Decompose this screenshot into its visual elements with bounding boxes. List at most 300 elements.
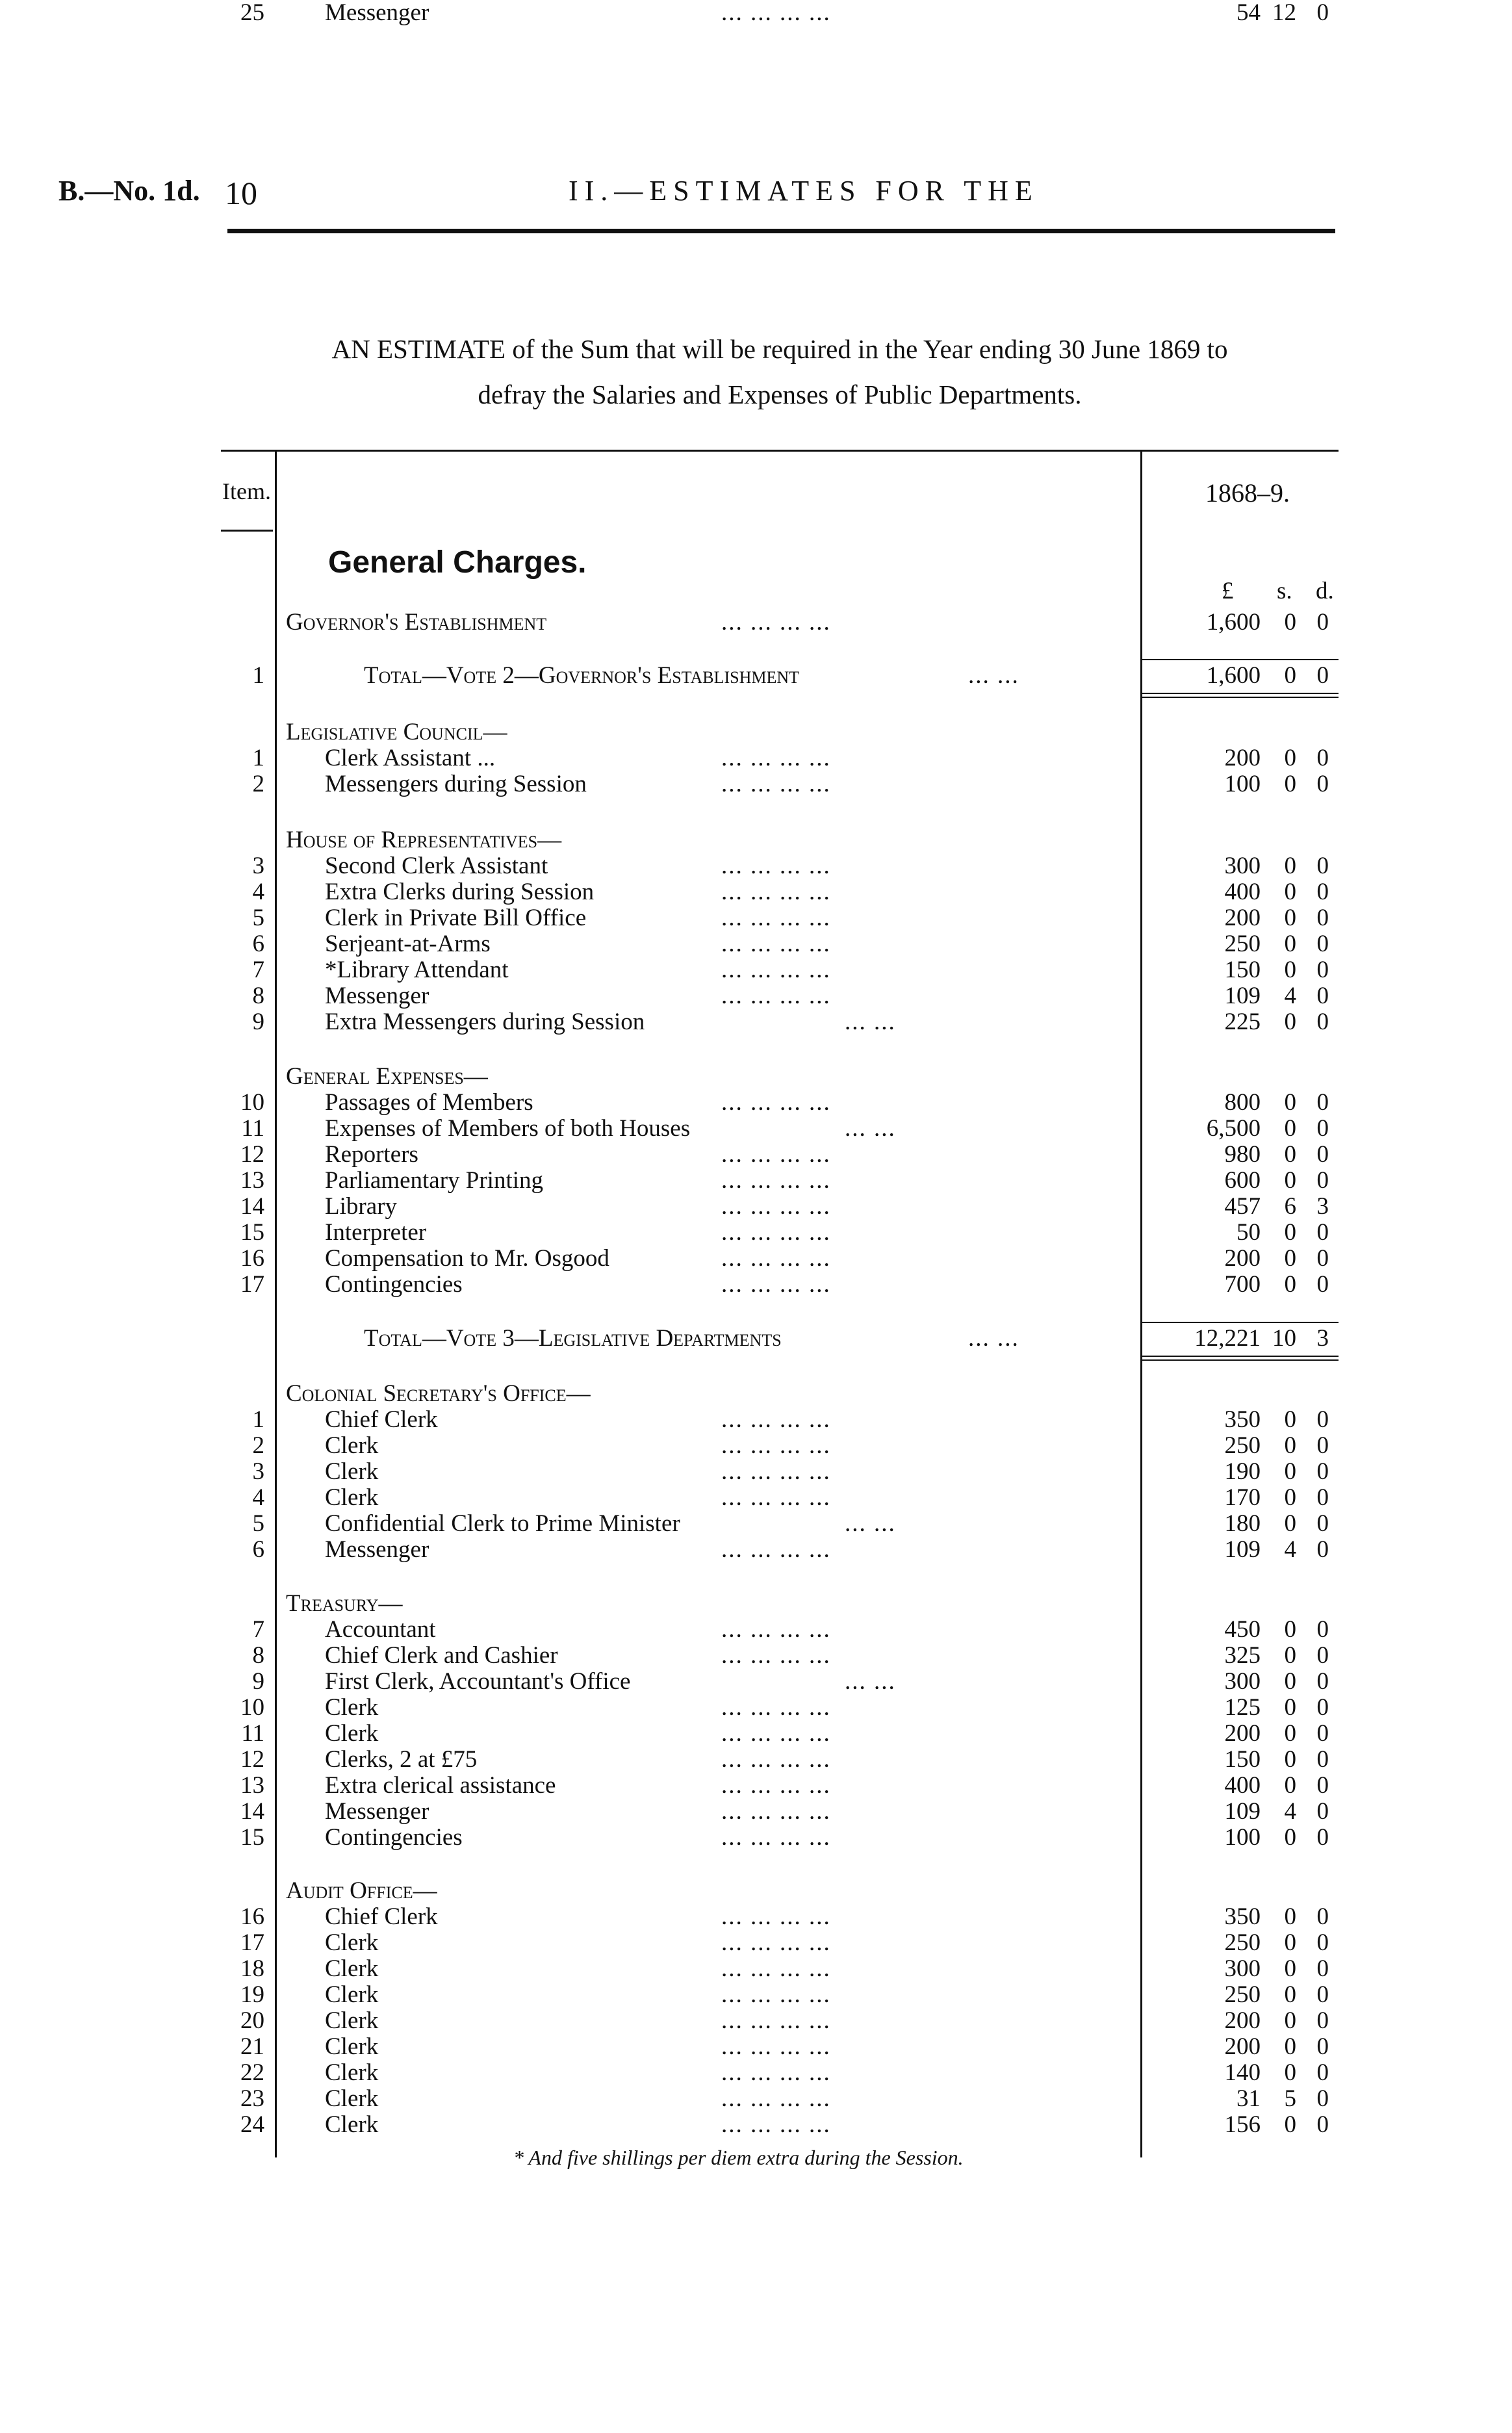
row-label: Library xyxy=(325,1193,397,1220)
pounds-value: 100 xyxy=(1224,1824,1261,1851)
shillings-value: 12 xyxy=(1272,0,1296,26)
pounds-value: 325 xyxy=(1224,1642,1261,1669)
section-label: Treasury— xyxy=(286,1590,403,1617)
table-row xyxy=(0,1246,1512,1272)
year-column-header: 1868–9. xyxy=(1205,478,1290,508)
pounds-value: 200 xyxy=(1224,1245,1261,1272)
row-label: Clerk xyxy=(325,2111,379,2138)
pence-value: 0 xyxy=(1316,1406,1329,1433)
leader-dots: ... ... ... ... xyxy=(721,1694,831,1721)
item-number: 10 xyxy=(240,1089,264,1116)
pence-value: 0 xyxy=(1316,1668,1329,1695)
leader-dots: ... ... ... ... xyxy=(721,957,831,983)
leader-dots: ... ... ... ... xyxy=(721,931,831,957)
shillings-value: 0 xyxy=(1284,1668,1296,1695)
shillings-value: 6 xyxy=(1284,1193,1296,1220)
total-rule-top xyxy=(1140,659,1339,660)
pence-value: 0 xyxy=(1316,1510,1329,1537)
table-row xyxy=(0,879,1512,905)
pence-value: 0 xyxy=(1316,1167,1329,1194)
leader-dots: ... ... xyxy=(968,1325,1019,1352)
pence-value: 0 xyxy=(1316,1903,1329,1930)
pence-value: 3 xyxy=(1316,1325,1329,1352)
footnote: * And five shillings per diem extra during the Session. xyxy=(513,2146,964,2169)
row-label: Clerk xyxy=(325,2007,379,2034)
pence-value: 0 xyxy=(1316,2111,1329,2138)
item-number: 8 xyxy=(252,1642,264,1669)
pence-value: 0 xyxy=(1316,1141,1329,1168)
shillings-value: 0 xyxy=(1284,1089,1296,1116)
leader-dots: ... ... ... ... xyxy=(721,1746,831,1773)
leader-dots: ... ... ... ... xyxy=(721,1955,831,1982)
item-column-header: Item. xyxy=(222,478,271,504)
table-row xyxy=(0,771,1512,797)
item-number: 13 xyxy=(240,1167,264,1194)
pounds-value: 250 xyxy=(1224,1981,1261,2008)
shillings-value: 0 xyxy=(1284,745,1296,771)
item-number: 3 xyxy=(252,853,264,879)
pence-value: 0 xyxy=(1316,2059,1329,2086)
item-number: 17 xyxy=(240,1929,264,1956)
table-row xyxy=(0,1511,1512,1537)
pence-value: 0 xyxy=(1316,1642,1329,1669)
leader-dots: ... ... ... ... xyxy=(721,853,831,879)
pounds-value: 200 xyxy=(1224,905,1261,931)
item-number: 23 xyxy=(240,2085,264,2112)
leader-dots: ... ... ... ... xyxy=(721,1903,831,1930)
leader-dots: ... ... ... ... xyxy=(721,1089,831,1116)
leader-dots: ... ... xyxy=(845,1510,896,1537)
row-label: Extra Messengers during Session xyxy=(325,1009,645,1035)
leader-dots: ... ... ... ... xyxy=(721,0,831,26)
pounds-value: 109 xyxy=(1224,1798,1261,1825)
row-label: Clerk xyxy=(325,2033,379,2060)
table-row xyxy=(0,1982,1512,2008)
pence-header: d. xyxy=(1316,578,1334,604)
table-row xyxy=(0,0,1512,26)
leader-dots: ... ... ... ... xyxy=(721,1245,831,1272)
item-number: 22 xyxy=(240,2059,264,2086)
shillings-value: 0 xyxy=(1284,1458,1296,1485)
row-label: Clerk xyxy=(325,1432,379,1459)
leader-dots: ... ... ... ... xyxy=(721,1720,831,1747)
section-row xyxy=(0,827,1512,853)
table-row xyxy=(0,2060,1512,2086)
item-number: 8 xyxy=(252,983,264,1009)
pounds-value: 100 xyxy=(1224,771,1261,797)
pence-value: 0 xyxy=(1316,1720,1329,1747)
pounds-value: 457 xyxy=(1224,1193,1261,1220)
table-row xyxy=(0,957,1512,983)
leader-dots: ... ... ... ... xyxy=(721,1458,831,1485)
item-number: 7 xyxy=(252,957,264,983)
pounds-value: 140 xyxy=(1224,2059,1261,2086)
section-row xyxy=(0,610,1512,636)
section-title: General Charges. xyxy=(328,545,587,580)
table-row xyxy=(0,931,1512,957)
section-label: House of Representatives— xyxy=(286,827,562,853)
pence-value: 0 xyxy=(1316,2007,1329,2034)
section-row xyxy=(0,1381,1512,1407)
leader-dots: ... ... ... ... xyxy=(721,1981,831,2008)
shillings-value: 0 xyxy=(1284,1929,1296,1956)
pence-value: 0 xyxy=(1316,983,1329,1009)
pence-value: 0 xyxy=(1316,931,1329,957)
pounds-value: 54 xyxy=(1237,0,1261,26)
pence-value: 0 xyxy=(1316,1219,1329,1246)
document-reference: B.—No. 1d. xyxy=(58,175,200,207)
shillings-value: 0 xyxy=(1284,2007,1296,2034)
pounds-value: 200 xyxy=(1224,1720,1261,1747)
item-number: 20 xyxy=(240,2007,264,2034)
table-row xyxy=(0,2112,1512,2138)
pence-value: 0 xyxy=(1316,905,1329,931)
table-top-rule xyxy=(221,450,1339,452)
pounds-value: 109 xyxy=(1224,1536,1261,1563)
item-number: 2 xyxy=(252,1432,264,1459)
table-row xyxy=(0,1721,1512,1747)
pounds-value: 350 xyxy=(1224,1406,1261,1433)
shillings-value: 0 xyxy=(1284,1981,1296,2008)
pounds-value: 600 xyxy=(1224,1167,1261,1194)
leader-dots: ... ... ... ... xyxy=(721,2085,831,2112)
table-row xyxy=(0,1459,1512,1485)
table-row xyxy=(0,2008,1512,2034)
pounds-value: 350 xyxy=(1224,1903,1261,1930)
item-number: 5 xyxy=(252,1510,264,1537)
pence-value: 0 xyxy=(1316,1245,1329,1272)
item-number: 14 xyxy=(240,1193,264,1220)
leader-dots: ... ... xyxy=(845,1668,896,1695)
pence-value: 0 xyxy=(1316,1824,1329,1851)
row-label: Chief Clerk xyxy=(325,1406,438,1433)
item-number: 1 xyxy=(252,745,264,771)
pence-value: 0 xyxy=(1316,1089,1329,1116)
pence-value: 0 xyxy=(1316,2085,1329,2112)
shillings-value: 0 xyxy=(1284,1271,1296,1298)
item-number: 9 xyxy=(252,1668,264,1695)
row-label: Messenger xyxy=(325,983,429,1009)
leader-dots: ... ... ... ... xyxy=(721,2059,831,2086)
pounds-value: 225 xyxy=(1224,1009,1261,1035)
row-label: Clerk xyxy=(325,2059,379,2086)
pounds-value: 12,221 xyxy=(1194,1325,1261,1352)
shillings-header: s. xyxy=(1277,578,1292,604)
item-number: 10 xyxy=(240,1694,264,1721)
pounds-value: 400 xyxy=(1224,879,1261,905)
shillings-value: 0 xyxy=(1284,2111,1296,2138)
table-row xyxy=(0,983,1512,1009)
leader-dots: ... ... ... ... xyxy=(721,879,831,905)
row-label: Messenger xyxy=(325,1798,429,1825)
row-label: Contingencies xyxy=(325,1824,463,1851)
table-row xyxy=(0,853,1512,879)
row-label: Confidential Clerk to Prime Minister xyxy=(325,1510,680,1537)
table-row xyxy=(0,1220,1512,1246)
shillings-value: 0 xyxy=(1284,1642,1296,1669)
pence-value: 0 xyxy=(1316,1772,1329,1799)
pounds-value: 109 xyxy=(1224,983,1261,1009)
pounds-value: 170 xyxy=(1224,1484,1261,1511)
item-number: 16 xyxy=(240,1903,264,1930)
item-number: 9 xyxy=(252,1009,264,1035)
row-label: Extra clerical assistance xyxy=(325,1772,556,1799)
row-label: Serjeant-at-Arms xyxy=(325,931,491,957)
pence-value: 0 xyxy=(1316,1536,1329,1563)
item-number: 6 xyxy=(252,931,264,957)
table-row xyxy=(0,1433,1512,1459)
shillings-value: 0 xyxy=(1284,1141,1296,1168)
section-label: Governor's Establishment xyxy=(286,609,547,636)
pounds-value: 150 xyxy=(1224,1746,1261,1773)
shillings-value: 0 xyxy=(1284,1903,1296,1930)
section-label: Audit Office— xyxy=(286,1877,437,1904)
item-number: 25 xyxy=(240,0,264,26)
shillings-value: 0 xyxy=(1284,957,1296,983)
pence-value: 0 xyxy=(1316,853,1329,879)
shillings-value: 0 xyxy=(1284,1720,1296,1747)
item-number: 24 xyxy=(240,2111,264,2138)
table-row xyxy=(0,1643,1512,1669)
item-number: 2 xyxy=(252,771,264,797)
row-label: Total—Vote 3—Legislative Departments xyxy=(364,1325,782,1352)
item-number: 18 xyxy=(240,1955,264,1982)
pounds-value: 300 xyxy=(1224,1955,1261,1982)
table-row xyxy=(0,905,1512,931)
shillings-value: 10 xyxy=(1272,1325,1296,1352)
pence-value: 0 xyxy=(1316,771,1329,797)
pence-value: 0 xyxy=(1316,879,1329,905)
row-label: Compensation to Mr. Osgood xyxy=(325,1245,609,1272)
table-row xyxy=(0,1747,1512,1773)
item-number: 3 xyxy=(252,1458,264,1485)
table-row xyxy=(0,1407,1512,1433)
pounds-value: 250 xyxy=(1224,1929,1261,1956)
leader-dots: ... ... ... ... xyxy=(721,609,831,636)
pence-value: 0 xyxy=(1316,1484,1329,1511)
shillings-value: 0 xyxy=(1284,1406,1296,1433)
pence-value: 0 xyxy=(1316,1009,1329,1035)
leader-dots: ... ... ... ... xyxy=(721,2007,831,2034)
column-header-rule xyxy=(221,530,273,532)
intro-line-2: defray the Salaries and Expenses of Public Departments. xyxy=(478,380,1082,409)
leader-dots: ... ... ... ... xyxy=(721,745,831,771)
leader-dots: ... ... ... ... xyxy=(721,1432,831,1459)
shillings-value: 0 xyxy=(1284,905,1296,931)
table-row xyxy=(0,1537,1512,1563)
section-row xyxy=(0,1878,1512,1904)
row-label: Clerk xyxy=(325,1458,379,1485)
shillings-value: 4 xyxy=(1284,1798,1296,1825)
shillings-value: 0 xyxy=(1284,1009,1296,1035)
item-number: 15 xyxy=(240,1824,264,1851)
section-row xyxy=(0,1591,1512,1617)
pence-value: 0 xyxy=(1316,1955,1329,1982)
leader-dots: ... ... ... ... xyxy=(721,1167,831,1194)
leader-dots: ... ... ... ... xyxy=(721,1536,831,1563)
table-row xyxy=(0,1669,1512,1695)
row-label: Interpreter xyxy=(325,1219,427,1246)
shillings-value: 0 xyxy=(1284,2033,1296,2060)
pence-value: 0 xyxy=(1316,2033,1329,2060)
leader-dots: ... ... ... ... xyxy=(721,1616,831,1643)
item-number: 1 xyxy=(252,662,264,689)
leader-dots: ... ... ... ... xyxy=(721,2111,831,2138)
pounds-value: 250 xyxy=(1224,931,1261,957)
shillings-value: 0 xyxy=(1284,931,1296,957)
shillings-value: 4 xyxy=(1284,983,1296,1009)
item-number: 12 xyxy=(240,1141,264,1168)
pence-value: 0 xyxy=(1316,1798,1329,1825)
shillings-value: 4 xyxy=(1284,1536,1296,1563)
shillings-value: 0 xyxy=(1284,1432,1296,1459)
total-double-rule xyxy=(1140,693,1339,694)
shillings-value: 0 xyxy=(1284,1772,1296,1799)
row-label: Clerk xyxy=(325,1981,379,2008)
pence-value: 0 xyxy=(1316,1694,1329,1721)
pounds-header: £ xyxy=(1222,578,1234,604)
table-row xyxy=(0,1009,1512,1035)
shillings-value: 0 xyxy=(1284,1484,1296,1511)
shillings-value: 0 xyxy=(1284,879,1296,905)
leader-dots: ... ... ... ... xyxy=(721,905,831,931)
header-rule xyxy=(227,229,1335,233)
leader-dots: ... ... xyxy=(968,662,1019,689)
total-double-rule xyxy=(1140,1356,1339,1357)
pence-value: 0 xyxy=(1316,745,1329,771)
pence-value: 0 xyxy=(1316,957,1329,983)
pence-value: 3 xyxy=(1316,1193,1329,1220)
item-number: 13 xyxy=(240,1772,264,1799)
page-number: 10 xyxy=(225,175,257,211)
shillings-value: 0 xyxy=(1284,609,1296,636)
item-number: 12 xyxy=(240,1746,264,1773)
leader-dots: ... ... ... ... xyxy=(721,1824,831,1851)
shillings-value: 0 xyxy=(1284,2059,1296,2086)
row-label: First Clerk, Accountant's Office xyxy=(325,1668,631,1695)
pounds-value: 980 xyxy=(1224,1141,1261,1168)
pounds-value: 150 xyxy=(1224,957,1261,983)
total-rule-top xyxy=(1140,1322,1339,1323)
intro-line-1: AN ESTIMATE of the Sum that will be required in the Year ending 30 June 1869 to xyxy=(331,334,1228,364)
leader-dots: ... ... ... ... xyxy=(721,1219,831,1246)
section-row xyxy=(0,1064,1512,1090)
row-label: Clerk xyxy=(325,1720,379,1747)
leader-dots: ... ... ... ... xyxy=(721,983,831,1009)
row-label: Expenses of Members of both Houses xyxy=(325,1115,691,1142)
pounds-value: 450 xyxy=(1224,1616,1261,1643)
shillings-value: 0 xyxy=(1284,853,1296,879)
section-row xyxy=(0,719,1512,745)
item-number: 7 xyxy=(252,1616,264,1643)
total-row xyxy=(0,663,1512,689)
item-number: 11 xyxy=(241,1115,264,1142)
pounds-value: 200 xyxy=(1224,2033,1261,2060)
shillings-value: 0 xyxy=(1284,1245,1296,1272)
item-number: 16 xyxy=(240,1245,264,1272)
item-number: 21 xyxy=(240,2033,264,2060)
shillings-value: 0 xyxy=(1284,662,1296,689)
row-label: Chief Clerk and Cashier xyxy=(325,1642,558,1669)
leader-dots: ... ... ... ... xyxy=(721,1484,831,1511)
pence-value: 0 xyxy=(1316,609,1329,636)
row-label: *Library Attendant xyxy=(325,957,509,983)
table-row xyxy=(0,1956,1512,1982)
leader-dots: ... ... ... ... xyxy=(721,1642,831,1669)
leader-dots: ... ... ... ... xyxy=(721,1141,831,1168)
table-row xyxy=(0,1142,1512,1168)
section-label: Legislative Council— xyxy=(286,719,507,745)
shillings-value: 0 xyxy=(1284,1115,1296,1142)
table-row xyxy=(0,1168,1512,1194)
table-row xyxy=(0,1695,1512,1721)
leader-dots: ... ... xyxy=(845,1115,896,1142)
pounds-value: 1,600 xyxy=(1206,609,1261,636)
row-label: Messenger xyxy=(325,1536,429,1563)
row-label: Contingencies xyxy=(325,1271,463,1298)
pence-value: 0 xyxy=(1316,1432,1329,1459)
row-label: Clerk xyxy=(325,2085,379,2112)
row-label: Accountant xyxy=(325,1616,436,1643)
shillings-value: 5 xyxy=(1284,2085,1296,2112)
table-row xyxy=(0,745,1512,771)
shillings-value: 0 xyxy=(1284,1955,1296,1982)
pounds-value: 300 xyxy=(1224,853,1261,879)
item-number: 4 xyxy=(252,879,264,905)
pence-value: 0 xyxy=(1316,1746,1329,1773)
item-number: 17 xyxy=(240,1271,264,1298)
pounds-value: 6,500 xyxy=(1206,1115,1261,1142)
item-number: 5 xyxy=(252,905,264,931)
shillings-value: 0 xyxy=(1284,1746,1296,1773)
table-row xyxy=(0,1904,1512,1930)
pounds-value: 190 xyxy=(1224,1458,1261,1485)
row-label: Messenger xyxy=(325,0,429,26)
row-label: Clerk Assistant ... xyxy=(325,745,496,771)
row-label: Clerks, 2 at £75 xyxy=(325,1746,478,1773)
shillings-value: 0 xyxy=(1284,1219,1296,1246)
total-double-rule xyxy=(1140,697,1339,698)
table-row xyxy=(0,1773,1512,1799)
pounds-value: 300 xyxy=(1224,1668,1261,1695)
pounds-value: 180 xyxy=(1224,1510,1261,1537)
section-label: Colonial Secretary's Office— xyxy=(286,1380,591,1407)
item-number: 4 xyxy=(252,1484,264,1511)
shillings-value: 0 xyxy=(1284,1510,1296,1537)
pounds-value: 200 xyxy=(1224,745,1261,771)
leader-dots: ... ... ... ... xyxy=(721,1271,831,1298)
table-row xyxy=(0,1116,1512,1142)
pounds-value: 200 xyxy=(1224,2007,1261,2034)
leader-dots: ... ... ... ... xyxy=(721,2033,831,2060)
table-row xyxy=(0,1799,1512,1825)
pence-value: 0 xyxy=(1316,1458,1329,1485)
row-label: Clerk in Private Bill Office xyxy=(325,905,587,931)
shillings-value: 0 xyxy=(1284,771,1296,797)
pence-value: 0 xyxy=(1316,1115,1329,1142)
section-label: General Expenses— xyxy=(286,1063,488,1090)
table-row xyxy=(0,2086,1512,2112)
pence-value: 0 xyxy=(1316,1929,1329,1956)
pounds-value: 31 xyxy=(1237,2085,1261,2112)
shillings-value: 0 xyxy=(1284,1824,1296,1851)
row-label: Total—Vote 2—Governor's Establishment xyxy=(364,662,800,689)
total-row xyxy=(0,1326,1512,1352)
row-label: Reporters xyxy=(325,1141,418,1168)
item-number: 6 xyxy=(252,1536,264,1563)
row-label: Clerk xyxy=(325,1694,379,1721)
pence-value: 0 xyxy=(1316,1271,1329,1298)
